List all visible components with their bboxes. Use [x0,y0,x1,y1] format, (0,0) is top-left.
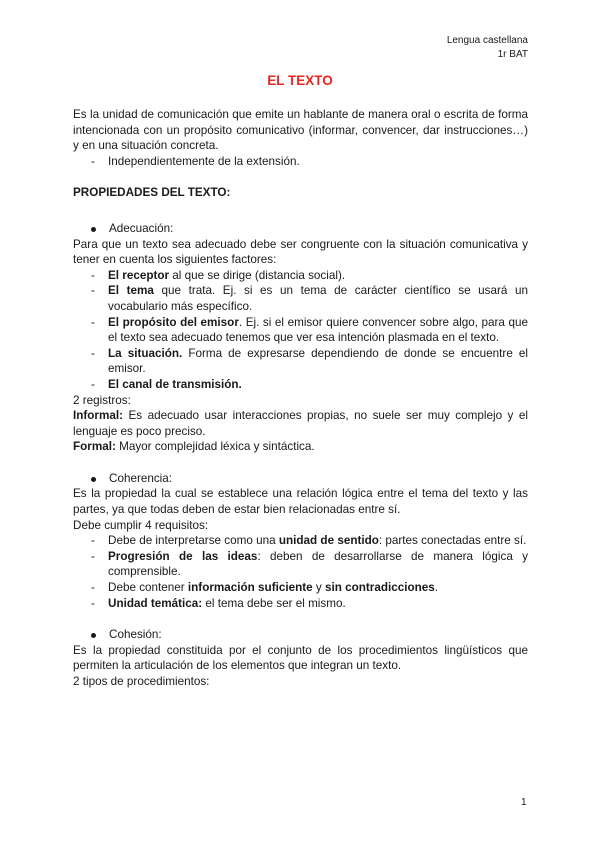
page-title: EL TEXTO [267,73,333,88]
list-item: - El tema que trata. Ej. si es un tema de carácter científico se usará un vocabulario más específico. [73,283,528,314]
cohesion-paragraph: Es la propiedad constituida por el conjunto de los procedimientos lingüísticos que permiten la articulación de los elementos que integran un texto. [73,643,528,673]
list-item: - Debe de interpretarse como una unidad de sentido: partes conectadas entre sí. [73,533,528,549]
intro-paragraph: Es la unidad de comunicación que emite un hablante de manera oral o escrita de forma intencionada con un propósito comunicativo (informar, convencer, dar instrucciones…) y en una situación concreta. [73,108,528,153]
coherencia-paragraph: Es la propiedad la cual se establece una relación lógica entre el tema del texto y las partes, ya que todas deben de estar bien relacionadas entre sí. [73,487,528,517]
page-header [447,34,528,62]
document-body [73,107,528,690]
adecuacion-heading: Adecuación: [73,221,528,237]
intro-list [73,154,528,170]
tipos-label: 2 tipos de procedimientos: [73,675,210,688]
list-item: - Debe contener información suficiente y sin contradicciones. [73,580,528,596]
list-item: - Unidad temática: el tema debe ser el mismo. [73,596,528,612]
coherencia-heading: Coherencia: [73,471,528,487]
list-item: - El propósito del emisor. Ej. si el emisor quiere convencer sobre algo, para que el texto sea adecuado tenemos que ver esa intención plasmada en el texto. [73,315,528,346]
registros-label: 2 registros: [73,393,131,407]
properties-heading: PROPIEDADES DEL TEXTO: [73,186,231,200]
adecuacion-paragraph: Para que un texto sea adecuado debe ser congruente con la situación comunicativa y tener en cuenta los siguientes factores: [73,237,528,267]
header-subject: Lengua castellana [446,35,528,46]
coherencia-requirements [73,533,528,611]
header-course: 1r BAT [497,49,528,60]
list-item: - La situación. Forma de expresarse dependiendo de donde se encuentre el emisor. [73,346,528,377]
list-item: - El canal de transmisión. [73,377,528,393]
list-item: - Independientemente de la extensión. [73,154,528,170]
cohesion-heading: Cohesión: [73,627,528,643]
informal-register: Informal: Es adecuado usar interacciones propias, no suele ser muy complejo y el lenguaje es poco preciso. [73,409,528,438]
formal-register: Formal: Mayor complejidad léxica y sintáctica. [73,440,315,454]
requisitos-label: Debe cumplir 4 requisitos: [73,518,209,532]
adecuacion-factors [73,268,528,393]
list-item: - El receptor al que se dirige (distancia social). [73,268,528,284]
list-item: - Progresión de las ideas: deben de desarrollarse de manera lógica y comprensible. [73,549,528,580]
page-number: 1 [521,797,527,808]
